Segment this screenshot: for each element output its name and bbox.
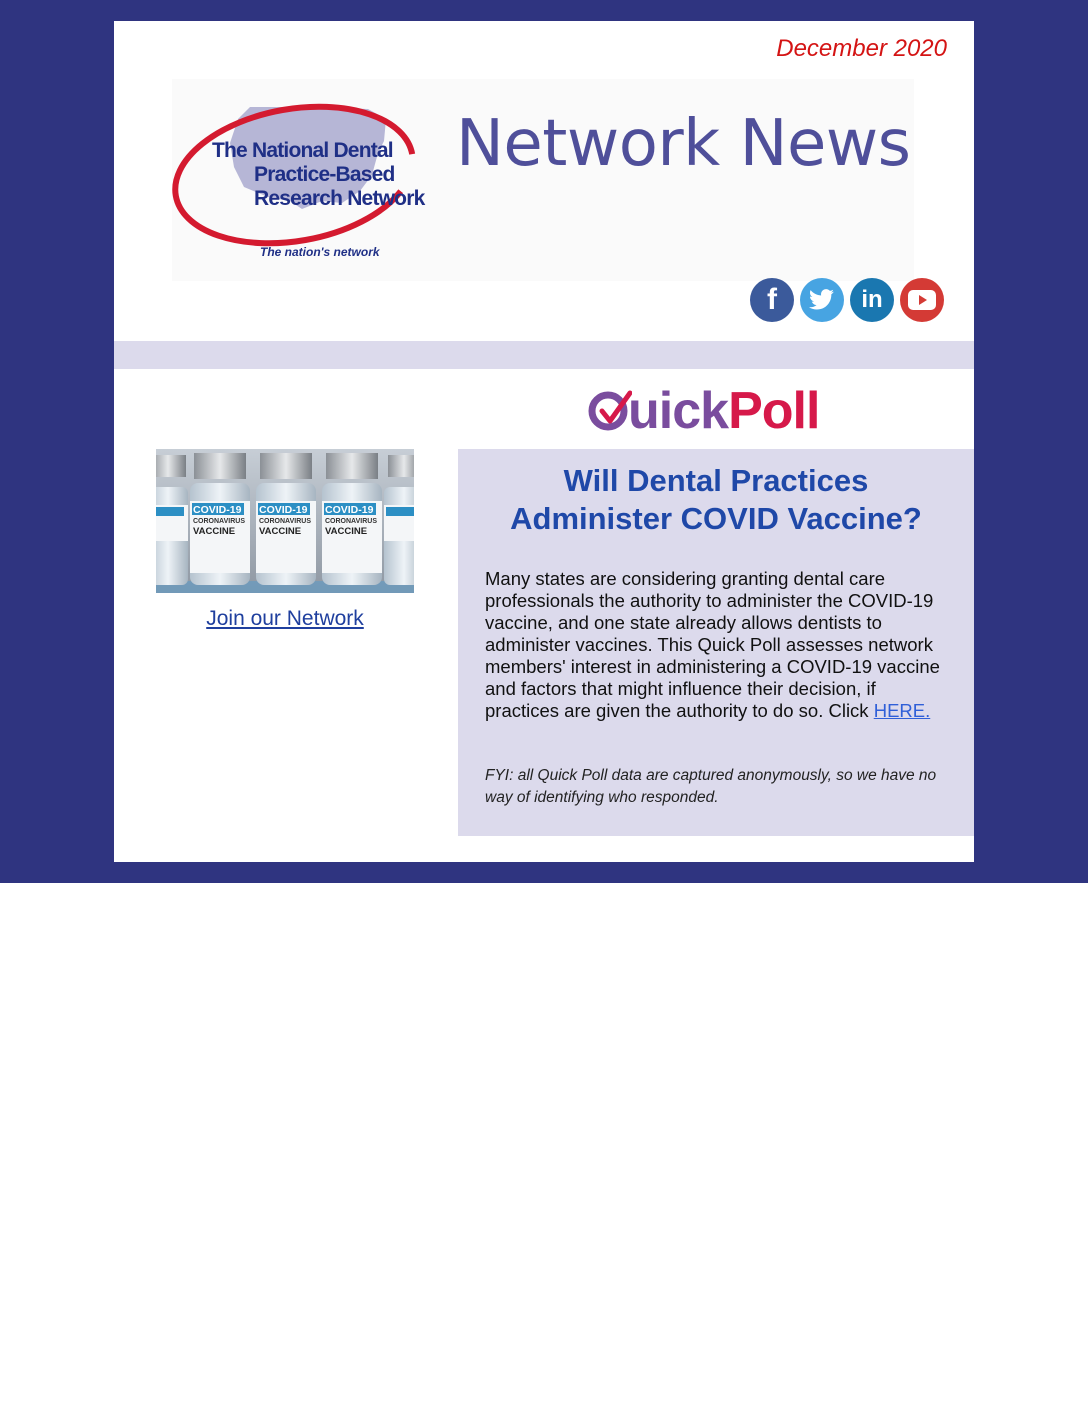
vial-sublabel-2: CORONAVIRUS (259, 518, 311, 525)
masthead-title: Network News (456, 107, 911, 181)
logo-tagline: The nation's network (260, 245, 380, 259)
vial-sublabel-3: CORONAVIRUS (325, 518, 377, 525)
vial-mainlabel-3: VACCINE (325, 526, 368, 537)
vial-sublabel-1: CORONAVIRUS (193, 518, 245, 525)
twitter-icon (809, 289, 835, 311)
newsletter-card (114, 21, 974, 862)
poll-here-link[interactable]: HERE. (873, 700, 931, 721)
facebook-icon: f (767, 283, 777, 316)
facebook-button[interactable] (750, 278, 794, 322)
poll-description (485, 568, 945, 722)
vial-label-1: COVID-19 (193, 504, 242, 516)
quick-poll-wordmark (628, 381, 819, 441)
covid-vaccine-vials-image (156, 449, 414, 593)
poll-heading-line-1: Will Dental Practices (563, 463, 869, 498)
twitter-button[interactable] (800, 278, 844, 322)
vial-label-3: COVID-19 (325, 504, 374, 516)
network-logo (172, 79, 428, 281)
poll-heading (458, 462, 974, 538)
issue-date: December 2020 (776, 35, 947, 62)
masthead-banner (172, 79, 914, 281)
logo-text-line-1: The National Dental (212, 139, 393, 162)
quick-poll-section (458, 449, 974, 836)
poll-fyi-note: FYI: all Quick Poll data are captured anonymously, so we have no way of identifying who responded. (485, 767, 937, 806)
quick-poll-word-poll: Poll (728, 382, 820, 440)
vial-label-2: COVID-19 (259, 504, 308, 516)
linkedin-button[interactable] (850, 278, 894, 322)
youtube-icon (908, 290, 936, 310)
vial-mainlabel-1: VACCINE (193, 526, 236, 537)
poll-description-text: Many states are considering granting dental care professionals the authority to administer the COVID-19 vaccine, and one state already allows dentists to administer vaccines. This Quick Poll assesses network members' interest in administering a COVID-19 vaccine and factors that might influence their decision, if practices are given the authority to do so. Click (485, 568, 940, 721)
vaccine-vials-graphic (156, 449, 414, 593)
vial-mainlabel-2: VACCINE (259, 526, 302, 537)
section-divider-band (114, 341, 974, 369)
quick-poll-logo (572, 381, 862, 440)
logo-text-line-2: Practice-Based (254, 163, 395, 186)
youtube-button[interactable] (900, 278, 944, 322)
social-links (750, 278, 944, 322)
q-checkmark-icon (588, 389, 632, 433)
poll-heading-line-2: Administer COVID Vaccine? (510, 501, 922, 536)
logo-text-line-3: Research Network (254, 187, 425, 210)
join-network-link[interactable]: Join our Network (206, 607, 364, 630)
quick-poll-word-quick: uick (628, 382, 729, 440)
linkedin-icon: in (861, 286, 883, 313)
